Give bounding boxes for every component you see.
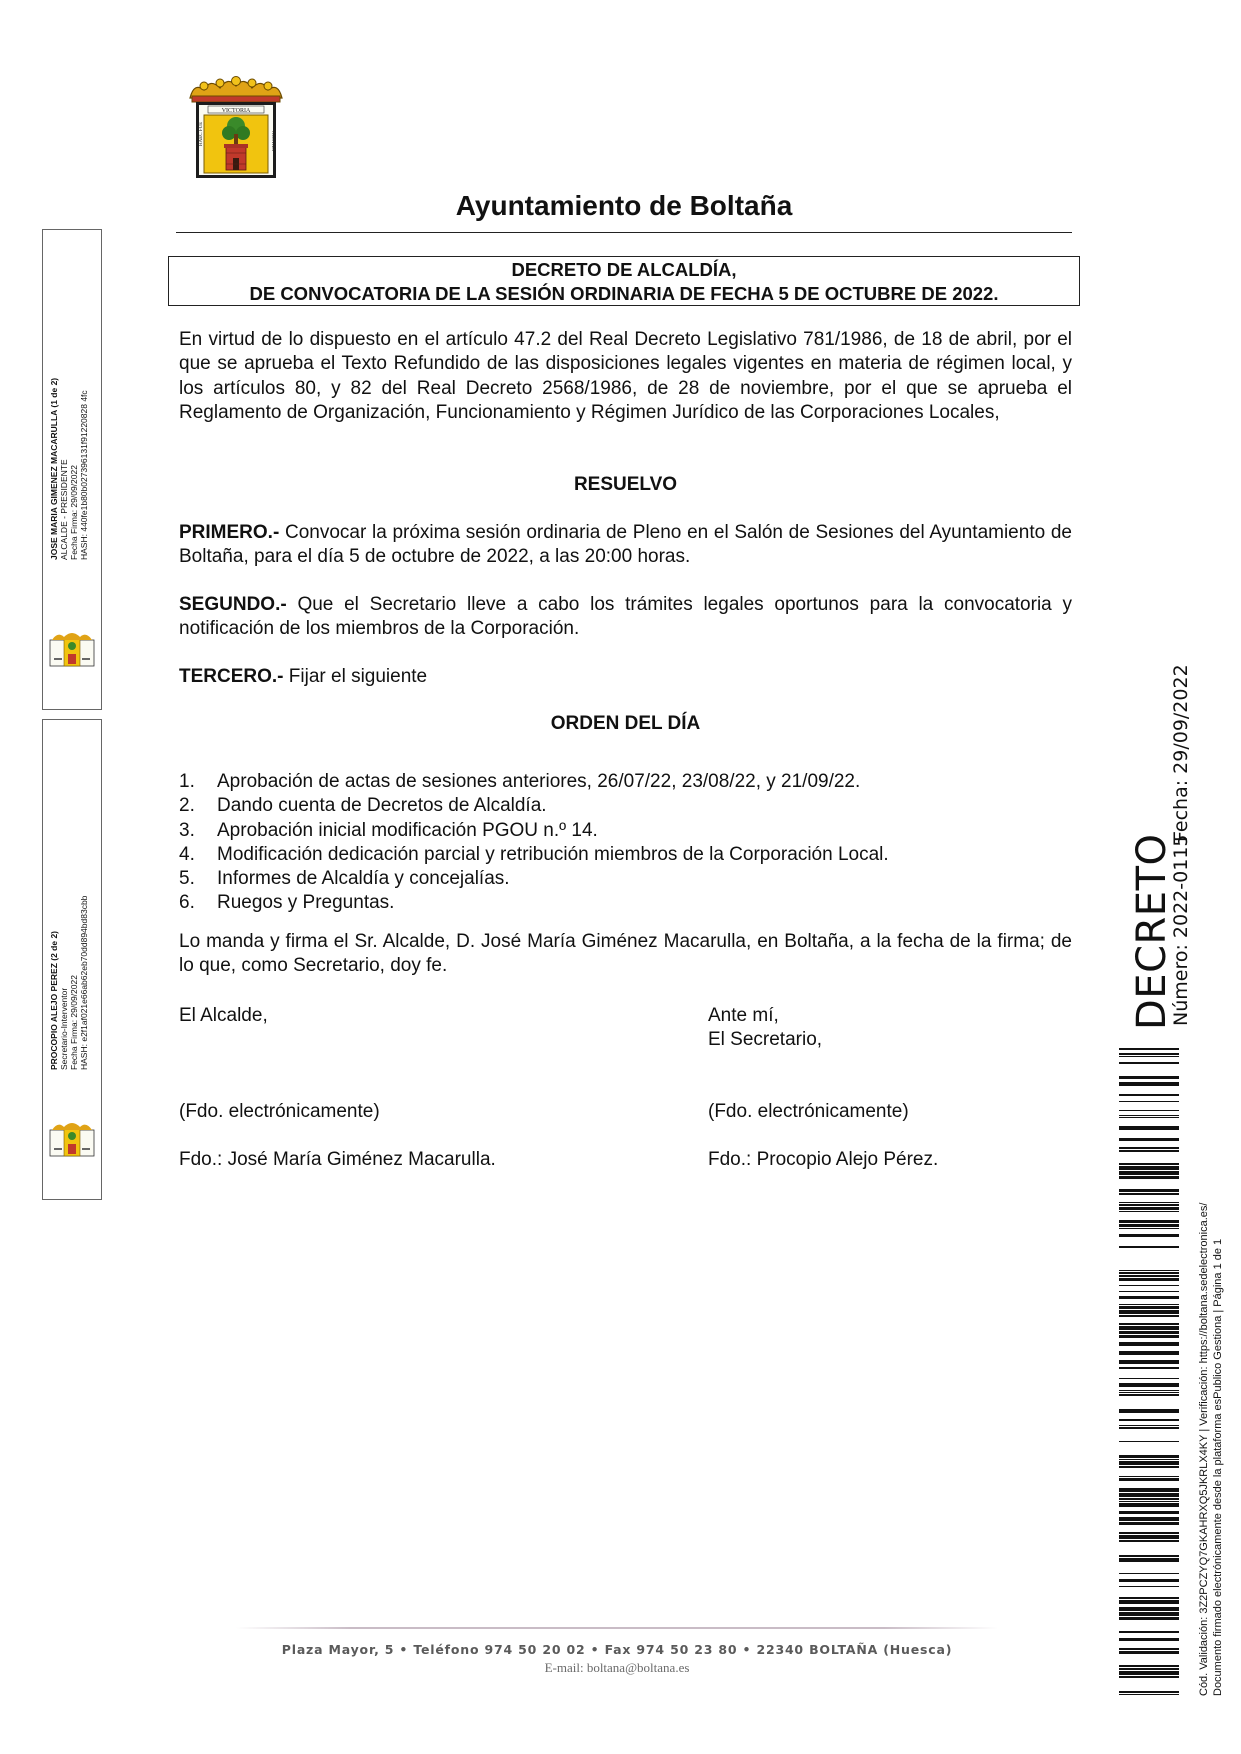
intro-paragraph: En virtud de lo dispuesto en el artículo 47.2 del Real Decreto Legislativo 781/1986, de 18 de abril, por el que se aprueba el Texto Refundido de las disposiciones legales vigentes en materia de régimen local, y los artículos 80, y 82 del Real Decreto 2568/1986, de 28 de noviembre, por el que se aprueba el Reglamento de Organización, Funcionamiento y Régimen Jurídico de las Corporaciones Locales, [179,329,1072,423]
signer-name: JOSE MARIA GIMENEZ MACARULLA (1 de 2) [49,377,59,560]
signature-date: Fecha Firma: 29/09/2022 [69,465,79,560]
primero-text: Convocar la próxima sesión ordinaria de Pleno en el Salón de Sesiones del Ayuntamiento de Boltaña, para el día 5 de octubre de 2022, a las 20:00 horas. [179,522,1072,568]
decree-title-line-1: DECRETO DE ALCALDÍA, [511,259,737,280]
decree-title-box [168,256,1080,306]
agenda-item-text: Aprobación inicial modificación PGOU n.º 14. [217,819,598,841]
agenda-item-number: 5. [179,868,195,890]
agenda-item-text: Informes de Alcaldía y concejalías. [217,868,510,890]
agenda-item-number: 2. [179,795,195,817]
footer-divider [236,1627,998,1629]
signature-box-alcalde [42,229,102,710]
agenda-item-text: Modificación dedicación parcial y retribución miembros de la Corporación Local. [217,843,889,865]
alcalde-role: El Alcalde, [179,1005,268,1026]
signer-name: PROCOPIO ALEJO PEREZ (2 de 2) [49,930,59,1070]
agenda-item-text: Ruegos y Preguntas. [217,892,395,914]
signer-role: ALCALDE - PRESIDENTE [59,459,69,560]
stamp-date: Fecha: 29/09/2022 [1170,664,1192,842]
coat-motto-right: NOSTRA [270,131,275,152]
tercero-label: TERCERO.- [179,666,284,687]
agenda-item [179,843,1072,867]
primero-label: PRIMERO.- [179,522,280,543]
agenda-item-text: Dando cuenta de Decretos de Alcaldía. [217,795,547,817]
barcode-icon [1119,1048,1179,1698]
organization-title: Ayuntamiento de Boltaña [455,190,793,221]
agenda-item [179,819,1072,843]
agenda-item [179,770,1072,794]
footer-email: E-mail: boltana@boltana.es [544,1660,690,1675]
signature-hash: HASH: 440fe1b80b027396131f91220828 4fc [79,390,89,560]
signature-box-text [49,378,89,560]
secretario-role-line-2: El Secretario, [708,1029,823,1050]
mini-coat-of-arms-icon [48,1118,96,1158]
agenda-item-number: 3. [179,819,195,841]
validation-code: Cód. Validación: 3Z2PCZYQ7GKAHRXQ5JKRLX4KY | Verificación: https://boltana.sedelectronica.es/ [1198,1202,1210,1696]
agenda-item [179,794,1072,818]
agenda-item-text: Aprobación de actas de sesiones anteriores, 26/07/22, 23/08/22, y 21/09/22. [217,771,861,792]
agenda-item [179,867,1072,891]
primero-paragraph [179,521,1072,570]
tercero-text: Fijar el siguiente [283,666,428,687]
secretario-role-line-1: Ante mí, [708,1005,779,1026]
segundo-text: Que el Secretario lleve a cabo los trámites legales oportunos para la convocatoria y notificación de los miembros de la Corporación. [179,594,1072,640]
resuelvo-heading: RESUELVO [573,474,678,495]
signer-role: Secretario-Interventor [59,987,69,1070]
alcalde-signed-note: (Fdo. electrónicamente) [179,1101,380,1122]
agenda-item-number: 4. [179,843,195,865]
secretario-signed-note: (Fdo. electrónicamente) [708,1101,909,1122]
agenda-item [179,891,1072,915]
agenda-item-number: 6. [179,892,195,914]
orden-del-dia-heading: ORDEN DEL DÍA [550,713,701,734]
footer-address: Plaza Mayor, 5 • Teléfono 974 50 20 02 • Fax 974 50 23 80 • 22340 BOLTAÑA (Huesca) [281,1642,953,1657]
signature-date: Fecha Firma: 29/09/2022 [69,975,79,1070]
signature-hash: HASH: e2f1af021e66ab62eb70dd894bd83cbb [79,895,89,1070]
crown-icon [190,77,282,103]
stamp-number: Número: 2022-0115 [1170,834,1192,1026]
tercero-paragraph [179,665,1072,689]
coat-of-arms-logo [182,76,290,180]
signature-box-text [49,896,89,1070]
mini-coat-of-arms-icon [48,628,96,668]
segundo-paragraph [179,593,1072,642]
agenda-list [179,770,1072,916]
alcalde-signature-name: Fdo.: José María Giménez Macarulla. [179,1149,496,1170]
signature-box-secretario [42,719,102,1200]
secretario-signature-name: Fdo.: Procopio Alejo Pérez. [708,1149,939,1170]
agenda-item-number: 1. [179,771,195,792]
coat-motto-left: HAEC FUE [199,121,204,146]
tower-icon [224,144,248,170]
decree-title-line-2: DE CONVOCATORIA DE LA SESIÓN ORDINARIA DE FECHA 5 DE OCTUBRE DE 2022. [249,283,999,304]
platform-note: Documento firmado electrónicamente desde la plataforma esPublico Gestiona | Página 1 de 1 [1212,1238,1224,1696]
closing-paragraph: Lo manda y firma el Sr. Alcalde, D. José María Giménez Macarulla, en Boltaña, a la fecha de la firma; de lo que, como Secretario, doy fe. [179,931,1072,977]
header-divider [176,232,1072,233]
segundo-label: SEGUNDO.- [179,594,287,615]
stamp-document-type: DECRETO [1129,833,1175,1030]
coat-motto-top: VICTORIA [221,108,251,114]
